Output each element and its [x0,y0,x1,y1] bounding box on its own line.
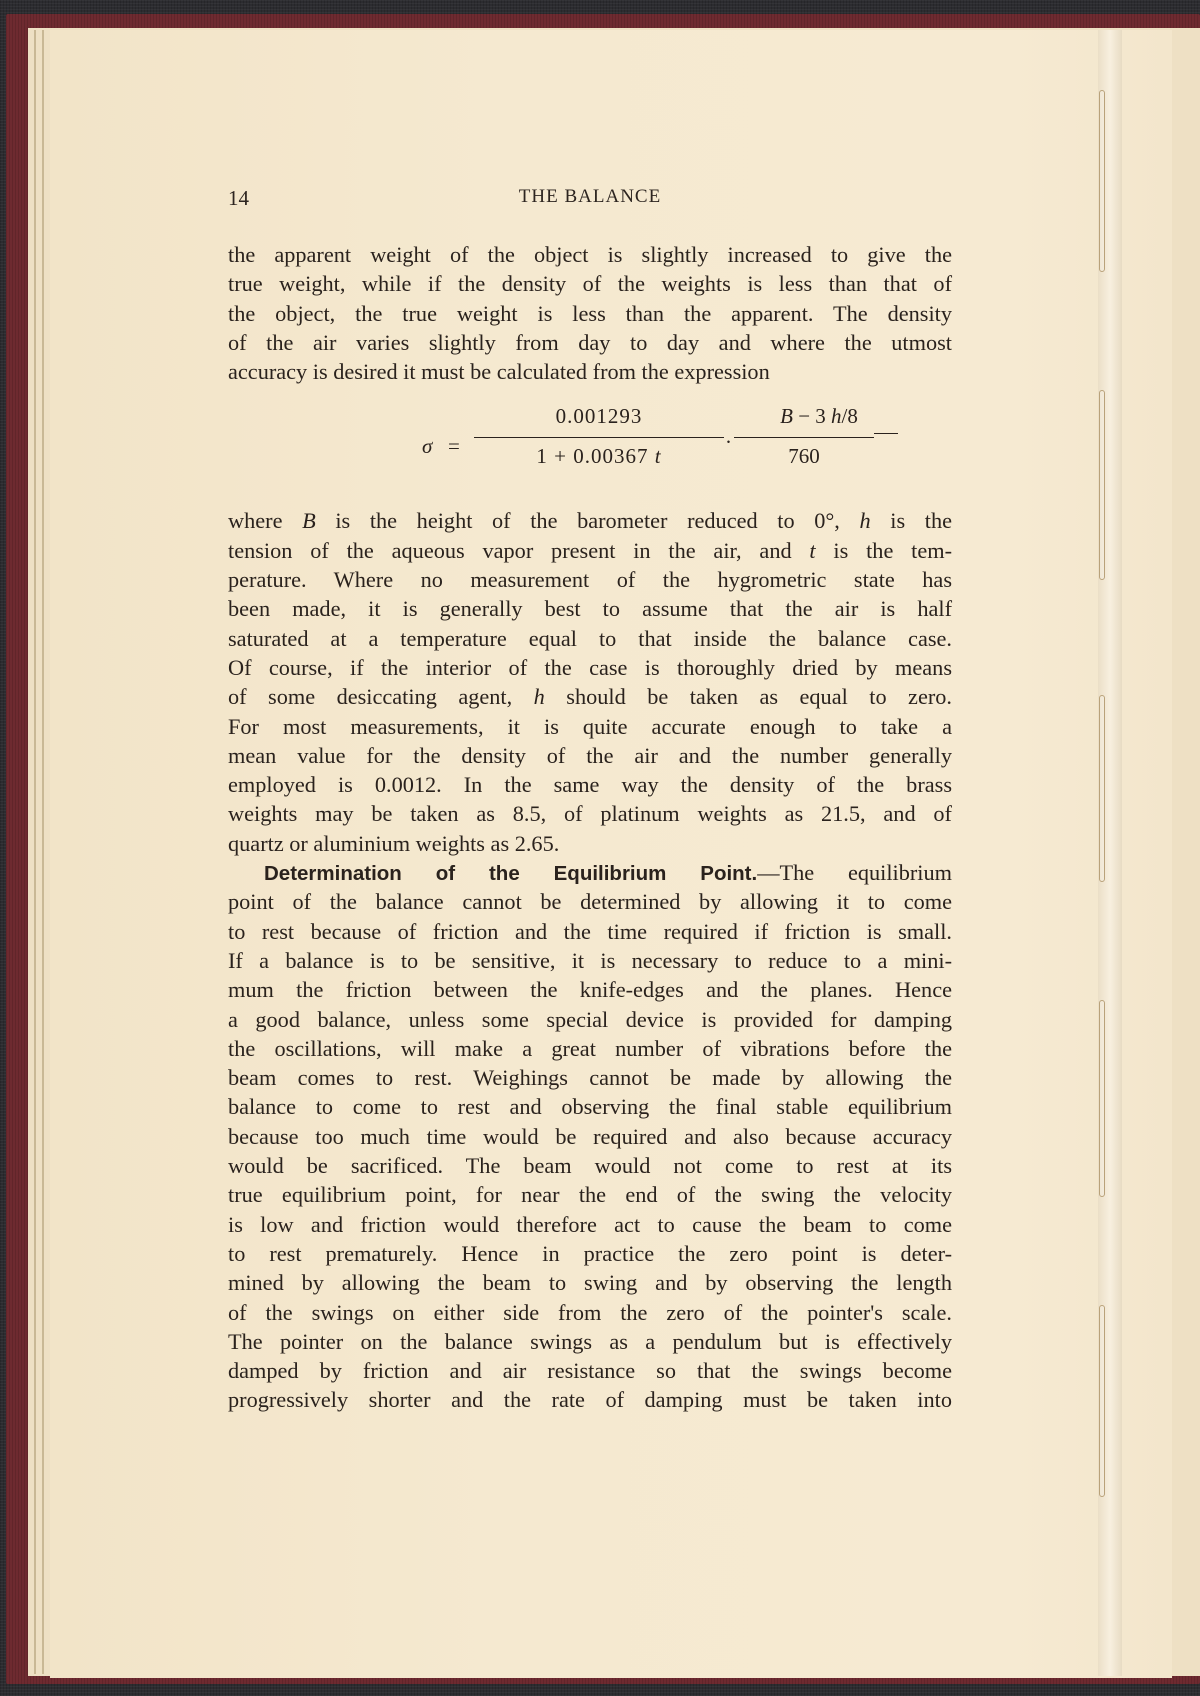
var-h: h [533,684,545,710]
running-head [228,186,952,210]
text-run: —The equilibrium [757,860,952,886]
paragraph-2 [228,506,952,858]
numerator-suffix: /8 [841,404,858,429]
formula-dot: · [725,430,732,455]
text-run: tension of the aqueous vapor present in the air, and [228,537,810,563]
text-line: been made, it is generally best to assume that the air is half [228,596,952,622]
page-edge [42,30,44,1674]
fraction-2 [734,402,892,471]
binding-stitch [1099,1305,1105,1497]
text-run: is the height of the barometer reduced to 0°, [315,508,860,534]
fraction-2-denominator: 760 [788,443,820,468]
var-B: B [780,404,793,429]
fraction-bar [734,437,874,438]
running-title: THE BALANCE [518,186,662,207]
text-line: beam comes to rest. Weighings cannot be made by allowing the [228,1065,952,1091]
text-line: accuracy is desired it must be calculated from the expression [228,359,770,385]
text-line: mean value for the density of the air and the number generally [228,742,952,768]
text-line: true weight, while if the density of the weights is less than that of [228,271,952,297]
text-run: is the [870,508,952,534]
air-density-formula [228,398,952,498]
text-line: employed is 0.0012. In the same way the density of the brass [228,772,952,798]
text-line: damped by friction and air resistance so that the swings become [228,1358,952,1384]
fraction-1-denominator [474,442,724,471]
binding-stitch [1099,90,1105,272]
body-text [228,240,952,1415]
text-line: The pointer on the balance swings as a pendulum but is effectively [228,1328,952,1354]
text-line: Of course, if the interior of the case is thoroughly dried by means [228,654,952,680]
fraction-bar [474,437,724,438]
text-line: saturated at a temperature equal to that inside the balance case. [228,625,952,651]
page-number: 14 [228,186,249,210]
text-line: perature. Where no measurement of the hygrometric state has [228,567,952,593]
text-line [228,536,952,565]
text-run: is the tem- [815,537,952,563]
denominator-text: 1 + 0.00367 [536,443,655,468]
binding-stitch [1099,1000,1105,1197]
text-line [228,682,952,711]
paragraph-3 [228,858,952,1415]
var-h: h [859,508,871,534]
text-line: mum the friction between the knife-edges and the planes. Hence [228,977,952,1003]
text-line: the oscillations, will make a great number of vibrations before the [228,1035,952,1061]
paragraph-1 [228,240,952,386]
var-B: B [302,508,316,534]
var-h: h [831,404,842,429]
text-line: true equilibrium point, for near the end of the swing the velocity [228,1182,952,1208]
text-line: a good balance, unless some special device is provided for damping [228,1006,952,1032]
text-line: If a balance is to be sensitive, it is necessary to reduce to a mini- [228,947,952,973]
text-line [228,506,952,535]
text-line: weights may be taken as 8.5, of platinum weights as 21.5, and of [228,801,952,827]
binding-stitch [1099,390,1105,580]
var-t: t [654,443,662,468]
section-heading: Determination of the Equilibrium Point. [264,862,758,886]
text-run: where [228,508,303,534]
text-line: would be sacrificed. The beam would not come to rest at its [228,1153,952,1179]
text-line: is low and friction would therefore act to cause the beam to come [228,1211,952,1237]
var-t: t [809,537,816,563]
text-run: should be taken as equal to zero. [544,684,952,710]
text-line: of the swings on either side from the zero of the pointer's scale. [228,1299,952,1325]
fraction-2-numerator [734,402,904,431]
binding-stitch [1099,695,1105,882]
text-line: to rest prematurely. Hence in practice the zero point is deter- [228,1240,952,1266]
numerator-mid: − 3 [792,404,832,429]
text-line: point of the balance cannot be determined by allowing it to come [228,889,952,915]
text-line: balance to come to rest and observing the final stable equilibrium [228,1094,952,1120]
text-line: because too much time would be required and also because accuracy [228,1123,952,1149]
text-run: of some desiccating agent, [228,684,534,710]
text-line: For most measurements, it is quite accurate enough to take a [228,713,952,739]
text-line: quartz or aluminium weights as 2.65. [228,830,560,856]
fraction-1-numerator: 0.001293 [555,404,643,429]
text-line: mined by allowing the beam to swing and by observing the length [228,1270,952,1296]
text-line: to rest because of friction and the time required if friction is small. [228,918,952,944]
formula-sigma: σ [422,434,433,459]
page-edge [34,30,36,1674]
text-line [228,858,952,887]
formula-equals: = [448,434,460,459]
fraction-1 [474,402,724,471]
fraction-bar-tail [874,433,898,434]
text-line: the apparent weight of the object is slightly increased to give the [228,242,952,267]
text-line: progressively shorter and the rate of damping must be taken into [228,1387,952,1413]
text-line: of the air varies slightly from day to day and where the utmost [228,329,952,355]
text-line: the object, the true weight is less than the apparent. The density [228,300,952,326]
